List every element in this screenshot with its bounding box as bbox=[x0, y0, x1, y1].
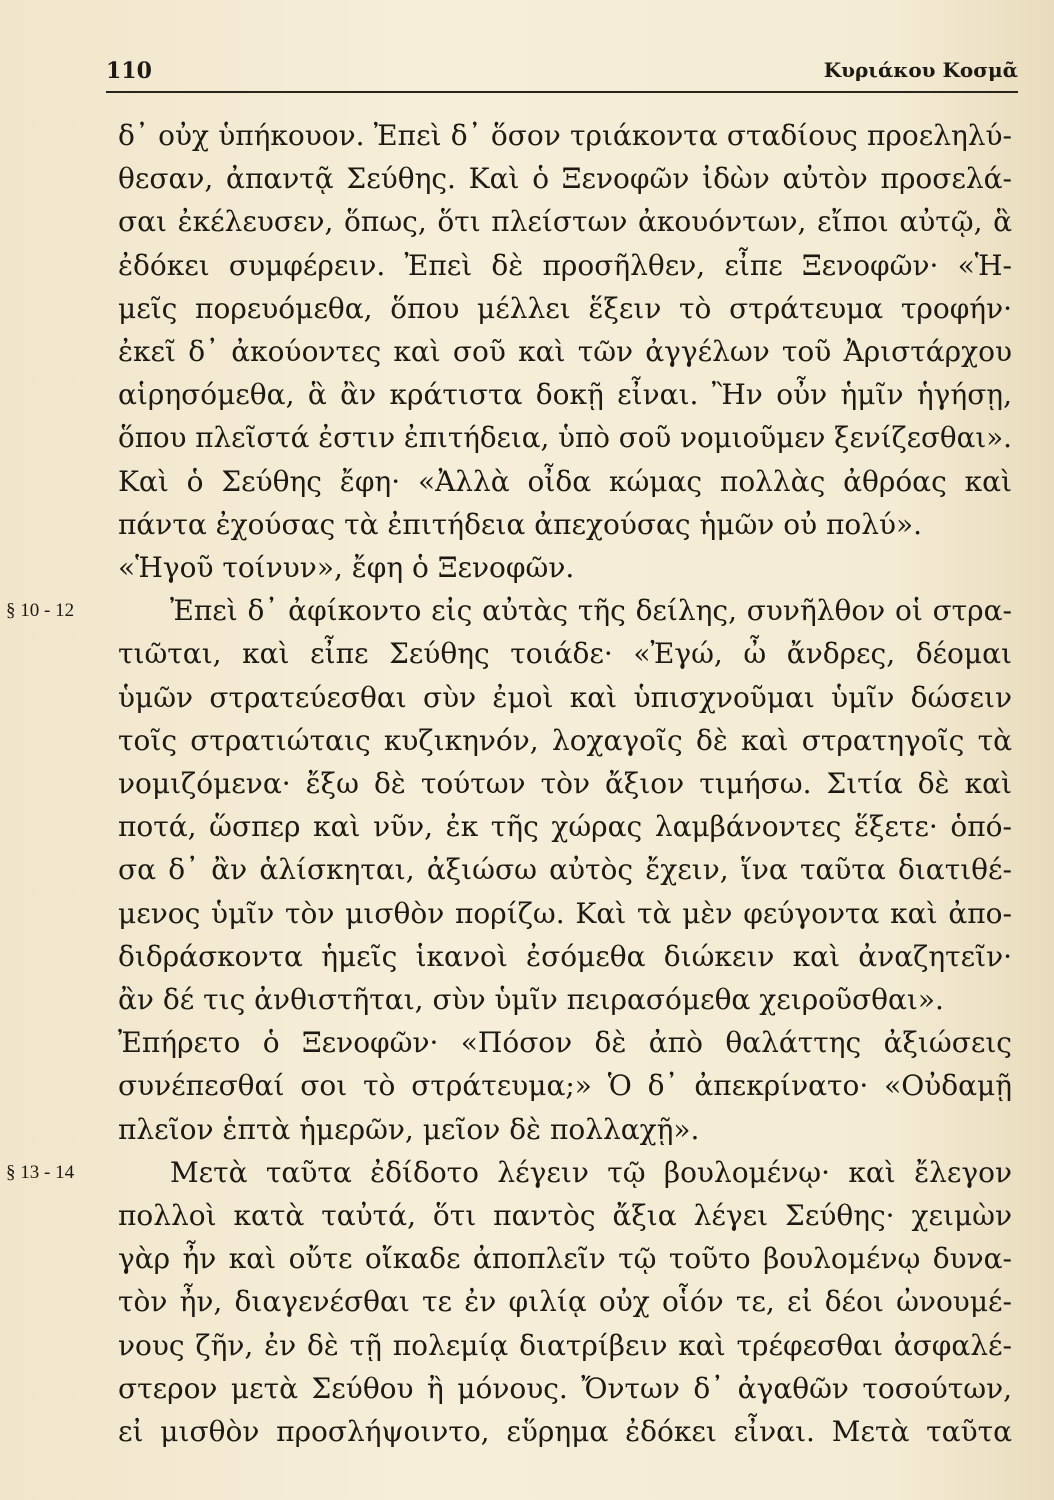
line-text: Καὶ ὁ Σεύθης ἔφη· «Ἀλλὰ οἶδα κώμας πολλὰς ἀθρόας καὶ bbox=[118, 464, 1012, 498]
line-text: ἐκεῖ δ᾽ ἀκούοντες καὶ σοῦ καὶ τῶν ἀγγέλων τοῦ Ἀριστάρχου bbox=[118, 335, 1012, 368]
line-text: σαι ἐκέλευσεν, ὅπως, ὅτι πλείστων ἀκουόντων, εἴποι αὐτῷ, ἃ bbox=[118, 205, 1012, 239]
line-text: συνέπεσθαί σοι τὸ στράτευμα;» Ὁ δ᾽ ἀπεκρίνατο· «Οὐδαμῇ bbox=[118, 1069, 1012, 1103]
line-text: αἱρησόμεθα, ἃ ἂν κράτιστα δοκῇ εἶναι. Ἢν οὖν ἡμῖν ἡγήσῃ, bbox=[118, 378, 1012, 412]
line-text: γὰρ ἦν καὶ οὔτε οἴκαδε ἀποπλεῖν τῷ τοῦτο βουλομένῳ δυνα- bbox=[118, 1242, 1012, 1276]
section-marker: § 13 - 14 bbox=[6, 1161, 75, 1183]
line-text: ὅπου πλεῖστά ἐστιν ἐπιτήδεια, ὑπὸ σοῦ νομιοῦμεν ξενίζεσθαι». bbox=[118, 421, 1012, 455]
section-marker: § 10 - 12 bbox=[6, 600, 75, 622]
line-text: μενος ὑμῖν τὸν μισθὸν πορίζω. Καὶ τὰ μὲν φεύγοντα καὶ ἀπο- bbox=[118, 896, 1012, 930]
line-text: μεῖς πορευόμεθα, ὅπου μέλλει ἕξειν τὸ στράτευμα τροφήν· bbox=[118, 291, 1012, 325]
line-text: τιῶται, καὶ εἶπε Σεύθης τοιάδε· «Ἐγώ, ὦ ἄνδρες, δέομαι bbox=[118, 637, 1012, 671]
line-text: ἂν δέ τις ἀνθιστῆται, σὺν ὑμῖν πειρασόμεθα χειροῦσθαι». bbox=[118, 983, 944, 1016]
line-text: ἐδόκει συμφέρειν. Ἐπεὶ δὲ προσῆλθεν, εἶπε Ξενοφῶν· «Ἡ- bbox=[118, 248, 1012, 282]
line-text: σα δ᾽ ἂν ἁλίσκηται, ἀξιώσω αὐτὸς ἔχειν, ἵνα ταῦτα διατιθέ- bbox=[118, 853, 1012, 887]
line-text: δ᾽ οὐχ ὑπήκουον. Ἐπεὶ δ᾽ ὅσον τριάκοντα σταδίους προεληλύ- bbox=[118, 119, 1012, 152]
line-text: τὸν ἦν, διαγενέσθαι τε ἐν φιλίᾳ οὐχ οἷόν τε, εἰ δέοι ὠνουμέ- bbox=[118, 1285, 1012, 1319]
line-text: πλεῖον ἑπτὰ ἡμερῶν, μεῖον δὲ πολλαχῇ». bbox=[118, 1112, 700, 1146]
line-text: νομιζόμενα· ἔξω δὲ τούτων τὸν ἄξιον τιμήσω. Σιτία δὲ καὶ bbox=[118, 767, 1012, 800]
line-text: πάντα ἐχούσας τὰ ἐπιτήδεια ἀπεχούσας ἡμῶν οὐ πολύ». bbox=[118, 507, 923, 541]
header-rule bbox=[106, 91, 1018, 93]
line-text: ποτά, ὥσπερ καὶ νῦν, ἐκ τῆς χώρας λαμβάνοντες ἕξετε· ὁπό- bbox=[118, 810, 1012, 844]
line-text: τοῖς στρατιώταις κυζικηνόν, λοχαγοῖς δὲ καὶ στρατηγοῖς τὰ bbox=[118, 723, 1012, 757]
line-text: «Ἡγοῦ τοίνυν», ἔφη ὁ Ξενοφῶν. bbox=[118, 551, 575, 584]
header-title: Κυριάκου Κοσμᾶ bbox=[823, 58, 1018, 82]
line-text: Μετὰ ταῦτα ἐδίδοτο λέγειν τῷ βουλομένῳ· καὶ ἔλεγον bbox=[170, 1155, 1012, 1189]
line-text: νους ζῆν, ἐν δὲ τῇ πολεμίᾳ διατρίβειν καὶ τρέφεσθαι ἀσφαλέ- bbox=[118, 1328, 1012, 1362]
line-text: εἰ μισθὸν προσλήψοιντο, εὕρημα ἐδόκει εἶναι. Μετὰ ταῦτα bbox=[118, 1415, 1012, 1448]
line-text: διδράσκοντα ἡμεῖς ἱκανοὶ ἐσόμεθα διώκειν καὶ ἀναζητεῖν· bbox=[118, 939, 1012, 973]
line-text: πολλοὶ κατὰ ταὐτά, ὅτι παντὸς ἄξια λέγει Σεύθης· χειμὼν bbox=[118, 1199, 1012, 1232]
line-text: Ἐπήρετο ὁ Ξενοφῶν· «Πόσον δὲ ἀπὸ θαλάττης ἀξιώσεις bbox=[118, 1026, 1012, 1060]
page-number: 110 bbox=[106, 58, 152, 84]
line-text: Ἐπεὶ δ᾽ ἀφίκοντο εἰς αὐτὰς τῆς δείλης, συνῆλθον οἱ στρα- bbox=[170, 594, 1012, 628]
line-text: ὑμῶν στρατεύεσθαι σὺν ἐμοὶ καὶ ὑπισχνοῦμαι ὑμῖν δώσειν bbox=[118, 680, 1012, 714]
line-text: θεσαν, ἀπαντᾷ Σεύθης. Καὶ ὁ Ξενοφῶν ἰδὼν αὐτὸν προσελά- bbox=[118, 162, 1012, 196]
line-text: στερον μετὰ Σεύθου ἢ μόνους. Ὄντων δ᾽ ἀγαθῶν τοσούτων, bbox=[118, 1371, 1012, 1405]
running-head bbox=[106, 46, 1018, 92]
